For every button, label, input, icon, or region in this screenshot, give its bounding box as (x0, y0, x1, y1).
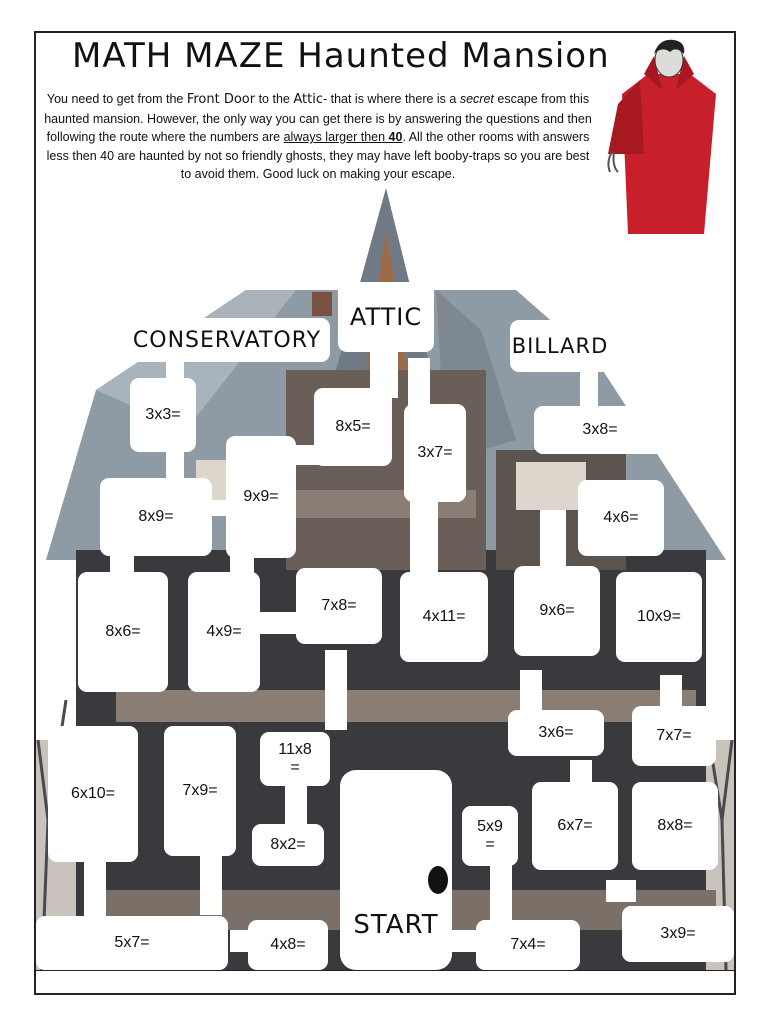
vampire-drawing (604, 34, 734, 240)
intro-text: You need to get from the (46, 92, 187, 106)
maze-room-9x9[interactable] (226, 436, 296, 558)
door-knob (428, 866, 448, 894)
maze-corridor (540, 510, 566, 574)
equation: 3x7= (417, 444, 453, 461)
equation: 7x9= (182, 782, 218, 799)
room-label: ATTIC (349, 303, 423, 331)
maze-corridor (325, 650, 347, 730)
secret-word: secret (459, 92, 494, 106)
equation: = (290, 759, 300, 776)
maze-room-4x9[interactable] (188, 572, 260, 692)
room-label: START (353, 910, 439, 940)
equation: 6x7= (557, 817, 593, 834)
maze-room-3x9[interactable] (622, 906, 734, 962)
equation: 8x6= (105, 623, 141, 640)
conservatory-room[interactable] (124, 318, 330, 362)
rule-text (284, 130, 403, 144)
intro-text: - that is where there is a (322, 92, 460, 106)
intro-text: escape from this haunted mansion. However, the only way you can get there is by answering the questions and then following the route where the numbers are (44, 92, 592, 144)
equation: 5x9 (477, 818, 503, 835)
instructions (44, 90, 592, 184)
page-title: MATH MAZE Haunted Mansion (72, 36, 610, 76)
maze-room-6x10[interactable] (48, 726, 138, 862)
equation: = (485, 836, 495, 853)
equation: 9x9= (243, 488, 279, 505)
maze-corridor (285, 785, 307, 825)
maze-room-7x9[interactable] (164, 726, 236, 856)
intro-text: to the (255, 92, 294, 106)
equation: 8x5= (335, 418, 371, 435)
maze-room-8x9[interactable] (100, 478, 212, 556)
billard-room[interactable] (510, 320, 610, 372)
equation: 9x6= (539, 602, 575, 619)
maze-room-8x6[interactable] (78, 572, 168, 692)
maze-room-10x9[interactable] (616, 572, 702, 662)
maze-room-8x2[interactable] (252, 824, 324, 866)
room-label: BILLARD (511, 334, 609, 358)
rule-number: 40 (388, 130, 403, 144)
maze-room-3x6[interactable] (508, 710, 604, 756)
room-label: CONSERVATORY (132, 327, 322, 353)
maze-corridor (200, 855, 222, 915)
maze-room-7x4[interactable] (476, 920, 580, 970)
equation: 8x9= (138, 508, 174, 525)
maze-room-5x9[interactable] (462, 806, 518, 866)
maze-room-11x8[interactable] (260, 732, 330, 786)
equation: 3x9= (660, 925, 696, 942)
equation: 7x7= (656, 727, 692, 744)
maze-room-4x6[interactable] (578, 480, 664, 556)
equation: 4x8= (270, 936, 306, 953)
maze-room-3x3[interactable] (130, 378, 196, 452)
equation: 11x8 (278, 741, 312, 758)
equation: 8x8= (657, 817, 693, 834)
maze-room-6x7[interactable] (532, 782, 618, 870)
equation: 7x4= (510, 936, 546, 953)
equation: 4x11= (422, 608, 466, 625)
bottom-divider (36, 970, 734, 971)
vampire-illustration (604, 34, 734, 240)
attic-room[interactable] (338, 282, 434, 352)
maze-corridor (410, 500, 438, 580)
equation: 3x8= (582, 421, 618, 438)
maze-room-3x7[interactable] (404, 404, 466, 502)
maze-room-5x7[interactable] (36, 916, 228, 970)
maze-corridor (606, 880, 636, 902)
maze-corridor (84, 860, 106, 920)
maze-room-8x8[interactable] (632, 782, 718, 870)
equation: 3x3= (145, 406, 181, 423)
equation: 7x8= (321, 597, 357, 614)
maze-corridor (520, 670, 542, 714)
attic-word: Attic (293, 92, 323, 107)
maze-room-7x8[interactable] (296, 568, 382, 644)
equation: 6x10= (70, 785, 116, 802)
equation: 5x7= (114, 934, 150, 951)
equation: 3x6= (538, 724, 574, 741)
maze-room-4x8[interactable] (248, 920, 328, 970)
maze-room-3x8[interactable] (534, 406, 666, 454)
rule-always: always larger then (283, 130, 389, 144)
maze-room-4x11[interactable] (400, 572, 488, 662)
front-door-word: Front Door (186, 92, 256, 107)
maze-room-9x6[interactable] (514, 566, 600, 656)
maze-room-8x5[interactable] (314, 388, 392, 466)
equation: 4x6= (603, 509, 639, 526)
equation: 10x9= (636, 608, 682, 625)
intro-text: . All the other rooms with answers less then 40 are haunted by not so friendly ghosts, they may have left booby-traps so you are best to avoid them. Good luck on making your escape. (46, 130, 590, 181)
maze-room-7x7[interactable] (632, 706, 716, 766)
equation: 8x2= (270, 836, 306, 853)
equation: 4x9= (206, 623, 242, 640)
